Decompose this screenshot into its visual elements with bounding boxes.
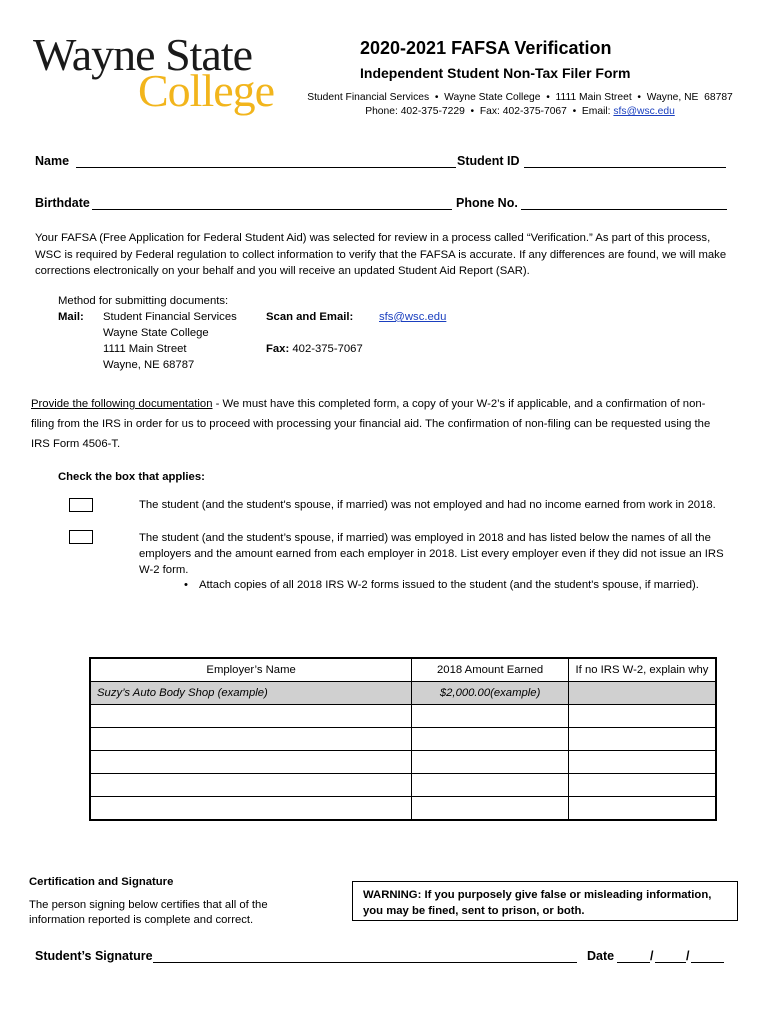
header-employer-name: Employer’s Name: [90, 658, 412, 682]
attach-w2-note: Attach copies of all 2018 IRS W-2 forms issued to the student (and the student's spouse, if married).: [199, 579, 699, 591]
amount-cell[interactable]: [412, 774, 569, 797]
mail-line-1: Student Financial Services: [103, 311, 237, 323]
provide-text: - We must have this completed form, a copy of your W-2’s if applicable, and a confirmation of non-filing from the IRS in order for us to proceed with processing your financial aid. The confirmation of non-filing can be requested using the IRS Form 4506-T.: [31, 398, 711, 450]
warning-box: WARNING: If you purposely give false or misleading information, you may be fined, sent to prison, or both.: [352, 881, 738, 921]
form-title: 2020-2021 FAFSA Verification: [360, 38, 612, 58]
bullet-dot: •: [184, 579, 188, 591]
date-label: Date: [587, 949, 615, 963]
provide-heading: Provide the following documentation: [31, 398, 213, 410]
header-explain: If no IRS W-2, explain why: [568, 658, 716, 682]
mail-line-3: 1111 Main Street: [103, 343, 187, 355]
cert-text: The person signing below certifies that all of the information reported is complete and correct.: [29, 899, 268, 926]
phone-label: Phone No.: [456, 196, 518, 210]
example-employer: Suzy’s Auto Body Shop (example): [90, 682, 412, 705]
table-row: [90, 705, 716, 728]
date-month-field[interactable]: [617, 948, 650, 963]
explain-cell[interactable]: [568, 797, 716, 821]
date-slash: /: [650, 949, 654, 963]
table-row: [90, 751, 716, 774]
explain-cell[interactable]: [568, 705, 716, 728]
logo-wayne-state: Wayne State: [33, 29, 253, 80]
explain-cell[interactable]: [568, 751, 716, 774]
mail-line-2: Wayne State College: [103, 327, 209, 339]
fax-line: [266, 343, 363, 355]
birthdate-label: Birthdate: [35, 196, 90, 210]
birthdate-field[interactable]: [92, 195, 452, 210]
employer-cell[interactable]: [90, 797, 412, 821]
amount-cell[interactable]: [412, 751, 569, 774]
signature-field[interactable]: [153, 948, 577, 963]
scan-email-link[interactable]: sfs@wsc.edu: [379, 311, 447, 323]
table-header-row: [90, 658, 716, 682]
mail-label: Mail:: [58, 311, 84, 323]
employer-cell[interactable]: [90, 774, 412, 797]
explain-cell[interactable]: [568, 728, 716, 751]
amount-cell[interactable]: [412, 797, 569, 821]
scan-email-label: Scan and Email:: [266, 311, 354, 323]
contact-line: Phone: 402-375-7229 • Fax: 402-375-7067 • Email: sfs@wsc.edu: [365, 106, 675, 117]
checkbox-not-employed[interactable]: [69, 498, 93, 512]
student-id-field[interactable]: [524, 153, 726, 168]
check-heading: Check the box that applies:: [58, 471, 205, 483]
fax-label: Fax:: [266, 343, 290, 355]
employer-table: [89, 657, 717, 821]
fax-number: 402-375-7067: [292, 343, 363, 355]
employer-cell[interactable]: [90, 705, 412, 728]
table-row: [90, 728, 716, 751]
option-not-employed: The student (and the student's spouse, if married) was not employed and had no income earned from work in 2018.: [139, 499, 716, 511]
header-amount-earned: 2018 Amount Earned: [412, 658, 569, 682]
cert-heading: Certification and Signature: [29, 876, 174, 888]
date-year-field[interactable]: [691, 948, 724, 963]
example-amount: $2,000.00(example): [412, 682, 569, 705]
employer-cell[interactable]: [90, 728, 412, 751]
date-slash: /: [686, 949, 690, 963]
name-label: Name: [35, 154, 70, 168]
amount-cell[interactable]: [412, 705, 569, 728]
option-employed: The student (and the student’s spouse, if married) was employed in 2018 and has listed below the names of all the employers and the amount earned from each employer in 2018. List every employer even if they did not issue an IRS W-2 form.: [139, 532, 724, 576]
table-row-example: [90, 682, 716, 705]
logo-college: College: [138, 65, 275, 116]
provide-paragraph: [31, 394, 721, 454]
example-explain: [568, 682, 716, 705]
mail-line-4: Wayne, NE 68787: [103, 359, 195, 371]
signature-label: Student’s Signature: [35, 949, 153, 963]
method-heading: Method for submitting documents:: [58, 295, 229, 307]
intro-paragraph: Your FAFSA (Free Application for Federal Student Aid) was selected for review in a process called “Verification.” As part of this process, WSC is required by Federal regulation to collect information to verify that the FAFSA is accurate. If any differences are found, we will make corrections electronically on your behalf and you will receive an updated Student Aid Report (SAR).: [35, 232, 727, 277]
table-row: [90, 797, 716, 821]
phone-field[interactable]: [521, 195, 727, 210]
student-id-label: Student ID: [457, 154, 520, 168]
address-line: Student Financial Services • Wayne State College • 1111 Main Street • Wayne, NE 68787: [307, 92, 733, 103]
date-day-field[interactable]: [655, 948, 686, 963]
explain-cell[interactable]: [568, 774, 716, 797]
employer-cell[interactable]: [90, 751, 412, 774]
email-link[interactable]: sfs@wsc.edu: [613, 106, 675, 117]
name-field[interactable]: [76, 153, 456, 168]
form-subtitle: Independent Student Non-Tax Filer Form: [360, 65, 631, 81]
amount-cell[interactable]: [412, 728, 569, 751]
checkbox-employed[interactable]: [69, 530, 93, 544]
table-row: [90, 774, 716, 797]
